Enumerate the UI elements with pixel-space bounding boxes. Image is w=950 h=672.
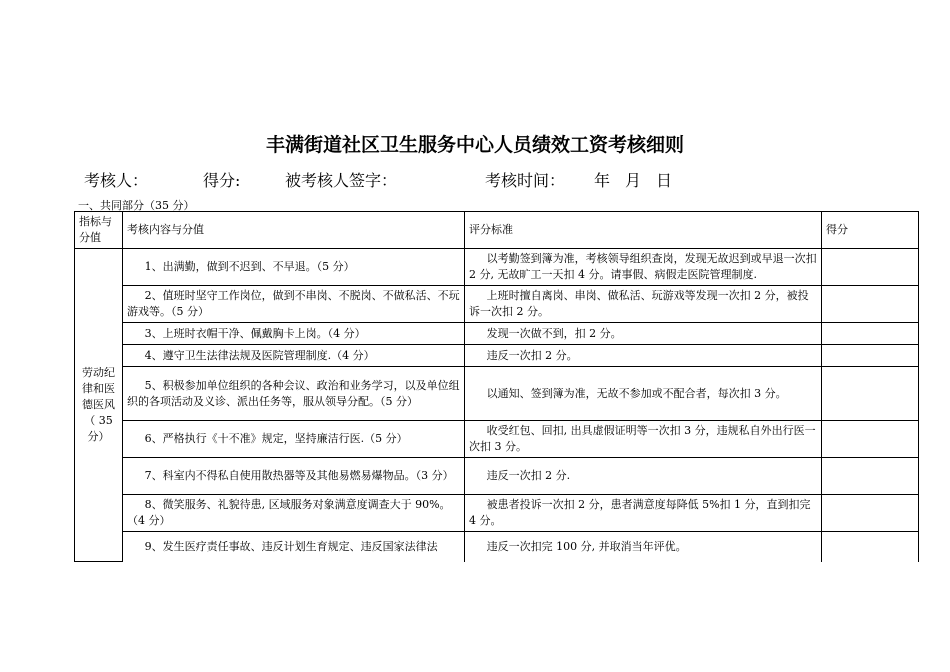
table-row [75, 367, 919, 421]
score-cell [822, 286, 919, 323]
content-cell: 5、积极参加单位组织的各种会议、政治和业务学习，以及单位组织的各项活动及义诊、派出任务等，服从领导分配。（5 分） [123, 367, 465, 421]
assessment-table [74, 211, 919, 562]
assessor-label: 考核人： [84, 171, 149, 190]
standard-cell: 违反一次扣完 100 分, 并取消当年评优。 [465, 532, 822, 562]
header-standard: 评分标准 [465, 212, 822, 249]
score-cell [822, 532, 919, 562]
standard-cell: 上班时擅自离岗、串岗、做私活、玩游戏等发现一次扣 2 分，被投诉一次扣 2 分。 [465, 286, 822, 323]
score-cell [822, 323, 919, 345]
standard-cell: 违反一次扣 2 分。 [465, 345, 822, 367]
header-content: 考核内容与分值 [123, 212, 465, 249]
document-title: 丰满街道社区卫生服务中心人员绩效工资考核细则 [265, 134, 684, 156]
table-row [75, 249, 919, 286]
assess-time-label: 考核时间： [485, 171, 566, 190]
content-cell: 3、上班时衣帽干净、佩戴胸卡上岗。（4 分） [123, 323, 465, 345]
score-cell [822, 367, 919, 421]
content-cell: 6、严格执行《十不准》规定，坚持廉洁行医.（5 分） [123, 421, 465, 458]
score-cell [822, 495, 919, 532]
month-label: 月 [625, 171, 642, 190]
header-score: 得分 [822, 212, 919, 249]
table-row [75, 323, 919, 345]
section-heading: 一、共同部分（35 分） [78, 199, 195, 212]
standard-cell: 被患者投诉一次扣 2 分，患者满意度每降低 5%扣 1 分，直到扣完 4 分。 [465, 495, 822, 532]
content-cell: 1、出满勤，做到不迟到、不早退。（5 分） [123, 249, 465, 286]
score-label: 得分: [203, 171, 241, 190]
table-row [75, 532, 919, 562]
table-row [75, 286, 919, 323]
standard-cell: 收受红包、回扣, 出具虚假证明等一次扣 3 分，违规私自外出行医一次扣 3 分。 [465, 421, 822, 458]
content-cell: 7、科室内不得私自使用散热器等及其他易燃易爆物品。（3 分） [123, 458, 465, 495]
table-row [75, 345, 919, 367]
content-cell: 9、发生医疗责任事故、违反计划生育规定、违反国家法律法 [123, 532, 465, 562]
score-cell [822, 458, 919, 495]
header-indicator: 指标与分值 [75, 212, 123, 249]
content-cell: 4、遵守卫生法律法规及医院管理制度.（4 分） [123, 345, 465, 367]
year-label: 年 [594, 171, 611, 190]
standard-cell: 以考勤签到簿为准，考核领导组织查岗，发现无故迟到或早退一次扣 2 分, 无故旷工一天扣 4 分。请事假、病假走医院管理制度. [465, 249, 822, 286]
score-cell [822, 421, 919, 458]
table-row [75, 495, 919, 532]
day-label: 日 [656, 171, 673, 190]
standard-cell: 以通知、签到簿为准，无故不参加或不配合者，每次扣 3 分。 [465, 367, 822, 421]
table-header-row [75, 212, 919, 249]
score-cell [822, 345, 919, 367]
assessee-sign-label: 被考核人签字： [285, 171, 398, 190]
category-cell: 劳动纪律和医德医风（ 35 分） [75, 249, 123, 562]
table-row [75, 421, 919, 458]
standard-cell: 违反一次扣 2 分. [465, 458, 822, 495]
content-cell: 8、微笑服务、礼貌待患, 区域服务对象满意度调查大于 90%。（4 分） [123, 495, 465, 532]
content-cell: 2、值班时坚守工作岗位，做到不串岗、不脱岗、不做私活、不玩游戏等。（5 分） [123, 286, 465, 323]
standard-cell: 发现一次做不到，扣 2 分。 [465, 323, 822, 345]
table-row [75, 458, 919, 495]
score-cell [822, 249, 919, 286]
